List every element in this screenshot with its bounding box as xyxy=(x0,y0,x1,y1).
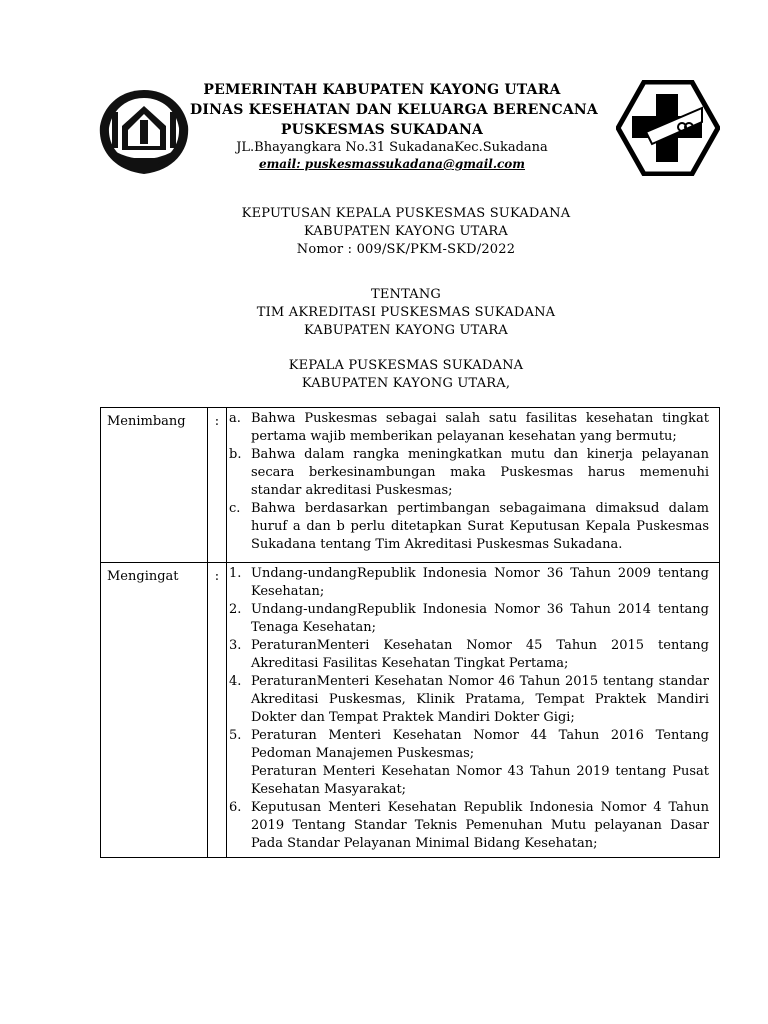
list-item xyxy=(229,601,709,637)
list-marker: 3. xyxy=(229,638,242,653)
list-item xyxy=(229,446,709,500)
list-marker: b. xyxy=(229,447,242,462)
decree-issuer-line2: KABUPATEN KAYONG UTARA, xyxy=(301,376,511,391)
list-marker: a. xyxy=(229,411,241,426)
decree-number: Nomor : 009/SK/PKM-SKD/2022 xyxy=(296,242,516,257)
header-line-puskesmas: PUSKESMAS SUKADANA xyxy=(280,122,484,138)
mengingat-content xyxy=(227,563,720,858)
list-marker xyxy=(229,763,251,799)
list-item xyxy=(229,500,709,554)
decree-subject-line1: TIM AKREDITASI PUSKESMAS SUKADANA xyxy=(256,305,556,320)
consideration-table xyxy=(100,407,720,858)
list-item xyxy=(229,763,709,799)
header-address: JL.Bhayangkara No.31 SukadanaKec.Sukadana xyxy=(236,140,548,155)
menimbang-label: Menimbang xyxy=(101,408,208,563)
list-text: PeraturanMenteri Kesehatan Nomor 45 Tahun 2015 tentang Akreditasi Fasilitas Kesehatan Tingkat Pertama; xyxy=(251,638,709,671)
list-marker: 2. xyxy=(229,602,242,617)
list-text: Bahwa dalam rangka meningkatkan mutu dan kinerja pelayanan secara berkesinambungan maka Puskesmas harus memenuhi standar akreditasi Puskesmas; xyxy=(251,447,709,498)
decree-title-line1: KEPUTUSAN KEPALA PUSKESMAS SUKADANA xyxy=(241,206,571,221)
list-marker: 6. xyxy=(229,800,242,815)
list-marker: 4. xyxy=(229,674,242,689)
list-item xyxy=(229,410,709,446)
mengingat-label: Mengingat xyxy=(101,563,208,858)
list-text: Peraturan Menteri Kesehatan Nomor 43 Tahun 2019 tentang Pusat Kesehatan Masyarakat; xyxy=(251,764,709,797)
list-marker: 5. xyxy=(229,728,242,743)
colon-separator: : xyxy=(208,563,227,858)
table-row-menimbang xyxy=(101,408,720,563)
list-marker: c. xyxy=(229,501,241,516)
list-item xyxy=(229,799,709,853)
list-item xyxy=(229,565,709,601)
table-row-mengingat xyxy=(101,563,720,858)
header-email-link[interactable]: email: puskesmassukadana@gmail.com xyxy=(258,157,526,171)
decree-title-line2: KABUPATEN KAYONG UTARA xyxy=(303,224,509,239)
list-text: Bahwa berdasarkan pertimbangan sebagaimana dimaksud dalam huruf a dan b perlu ditetapkan Surat Keputusan Kepala Puskesmas Sukadana tentang Tim Akreditasi Puskesmas Sukadana. xyxy=(251,501,709,552)
menimbang-content xyxy=(227,408,720,563)
list-text: Keputusan Menteri Kesehatan Republik Indonesia Nomor 4 Tahun 2019 Tentang Standar Teknis Pemenuhan Mutu pelayanan Dasar Pada Standar Pelayanan Minimal Bidang Kesehatan; xyxy=(251,800,709,851)
header-line-government: PEMERINTAH KABUPATEN KAYONG UTARA xyxy=(203,82,561,98)
colon-separator: : xyxy=(208,408,227,563)
decree-about-label: TENTANG xyxy=(370,287,442,302)
list-item xyxy=(229,727,709,763)
list-marker: 1. xyxy=(229,566,242,581)
decree-subject-line2: KABUPATEN KAYONG UTARA xyxy=(303,323,509,338)
list-text: Undang-undangRepublik Indonesia Nomor 36 Tahun 2014 tentang Tenaga Kesehatan; xyxy=(251,602,709,635)
list-text: PeraturanMenteri Kesehatan Nomor 46 Tahun 2015 tentang standar Akreditasi Puskesmas, Klinik Pratama, Tempat Praktek Mandiri Dokter dan Tempat Praktek Mandiri Dokter Gigi; xyxy=(251,674,709,725)
list-text: Peraturan Menteri Kesehatan Nomor 44 Tahun 2016 Tentang Pedoman Manajemen Puskesmas; xyxy=(251,728,709,761)
decree-issuer-line1: KEPALA PUSKESMAS SUKADANA xyxy=(288,358,524,373)
list-text: Undang-undangRepublik Indonesia Nomor 36 Tahun 2009 tentang Kesehatan; xyxy=(251,566,709,599)
header-line-department: DINAS KESEHATAN DAN KELUARGA BERENCANA xyxy=(190,102,598,118)
list-item xyxy=(229,673,709,727)
list-text: Bahwa Puskesmas sebagai salah satu fasilitas kesehatan tingkat pertama wajib memberikan pelayanan kesehatan yang bermutu; xyxy=(251,411,709,444)
list-item xyxy=(229,637,709,673)
